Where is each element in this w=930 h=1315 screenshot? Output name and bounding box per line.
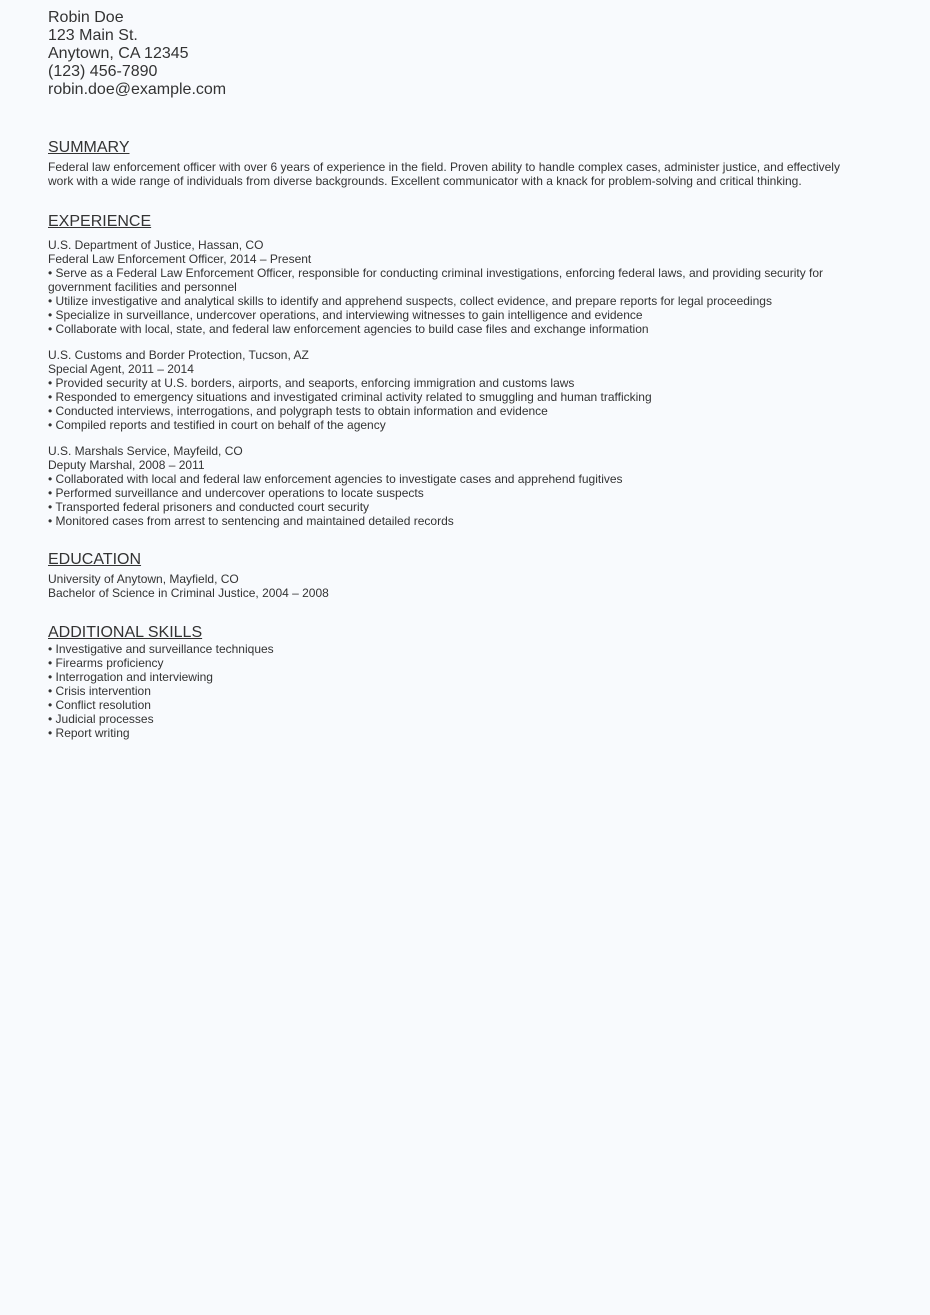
- experience-heading: EXPERIENCE: [48, 213, 152, 230]
- job-entry: [48, 348, 858, 432]
- skill-item: • Firearms proficiency: [48, 656, 164, 670]
- resume-document: [48, 9, 858, 740]
- contact-phone: (123) 456-7890: [48, 63, 158, 80]
- job-bullets: [48, 266, 858, 336]
- job-entry: [48, 444, 858, 528]
- summary-section: [48, 139, 858, 188]
- job-bullet: • Compiled reports and testified in court on behalf of the agency: [48, 418, 386, 432]
- contact-email: robin.doe@example.com: [48, 81, 227, 98]
- skills-section: [48, 624, 858, 740]
- contact-name: Robin Doe: [48, 9, 124, 26]
- job-bullet: • Specialize in surveillance, undercover operations, and interviewing witnesses to gain intelligence and evidence: [48, 308, 643, 322]
- job-role: Special Agent, 2011 – 2014: [48, 362, 194, 376]
- job-bullet: • Performed surveillance and undercover operations to locate suspects: [48, 486, 424, 500]
- job-bullet: • Conducted interviews, interrogations, and polygraph tests to obtain information and evidence: [48, 404, 548, 418]
- education-entry: [48, 572, 858, 600]
- job-bullet: • Collaborate with local, state, and federal law enforcement agencies to build case files and exchange information: [48, 322, 649, 336]
- skill-item: • Interrogation and interviewing: [48, 670, 213, 684]
- job-bullet: • Collaborated with local and federal law enforcement agencies to investigate cases and apprehend fugitives: [48, 472, 623, 486]
- skill-item: • Judicial processes: [48, 712, 154, 726]
- job-employer: U.S. Department of Justice, Hassan, CO: [48, 238, 264, 252]
- job-bullet: • Responded to emergency situations and investigated criminal activity related to smuggling and human trafficking: [48, 390, 652, 404]
- job-role: Federal Law Enforcement Officer, 2014 – Present: [48, 252, 312, 266]
- contact-city: Anytown, CA 12345: [48, 45, 189, 62]
- job-bullets: [48, 472, 858, 528]
- education-section: [48, 551, 858, 600]
- job-role: Deputy Marshal, 2008 – 2011: [48, 458, 205, 472]
- skill-item: • Investigative and surveillance techniques: [48, 642, 274, 656]
- job-employer: U.S. Customs and Border Protection, Tucson, AZ: [48, 348, 309, 362]
- skill-item: • Report writing: [48, 726, 130, 740]
- education-school: University of Anytown, Mayfield, CO: [48, 572, 239, 586]
- job-bullet: • Transported federal prisoners and conducted court security: [48, 500, 370, 514]
- job-employer: U.S. Marshals Service, Mayfeild, CO: [48, 444, 243, 458]
- skill-item: • Conflict resolution: [48, 698, 151, 712]
- summary-text: Federal law enforcement officer with over 6 years of experience in the field. Proven ability to handle complex cases, administer justice, and effectively work with a wide range of individuals from diverse backgrounds. Excellent communicator with a knack for problem-solving and critical thinking.: [48, 160, 840, 188]
- job-entry: [48, 238, 858, 336]
- contact-block: [48, 9, 858, 99]
- job-bullet: • Utilize investigative and analytical skills to identify and apprehend suspects, collect evidence, and prepare reports for legal proceedings: [48, 294, 772, 308]
- contact-street: 123 Main St.: [48, 27, 138, 44]
- job-bullets: [48, 376, 858, 432]
- summary-heading: SUMMARY: [48, 139, 130, 156]
- job-bullet: • Serve as a Federal Law Enforcement Officer, responsible for conducting criminal investigations, enforcing federal laws, and providing security for government facilities and personnel: [48, 266, 824, 294]
- skills-list: [48, 642, 858, 740]
- job-bullet: • Provided security at U.S. borders, airports, and seaports, enforcing immigration and customs laws: [48, 376, 575, 390]
- education-heading: EDUCATION: [48, 551, 142, 568]
- education-degree: Bachelor of Science in Criminal Justice, 2004 – 2008: [48, 586, 329, 600]
- skill-item: • Crisis intervention: [48, 684, 151, 698]
- job-bullet: • Monitored cases from arrest to sentencing and maintained detailed records: [48, 514, 454, 528]
- skills-heading: ADDITIONAL SKILLS: [48, 624, 203, 641]
- experience-section: [48, 213, 858, 528]
